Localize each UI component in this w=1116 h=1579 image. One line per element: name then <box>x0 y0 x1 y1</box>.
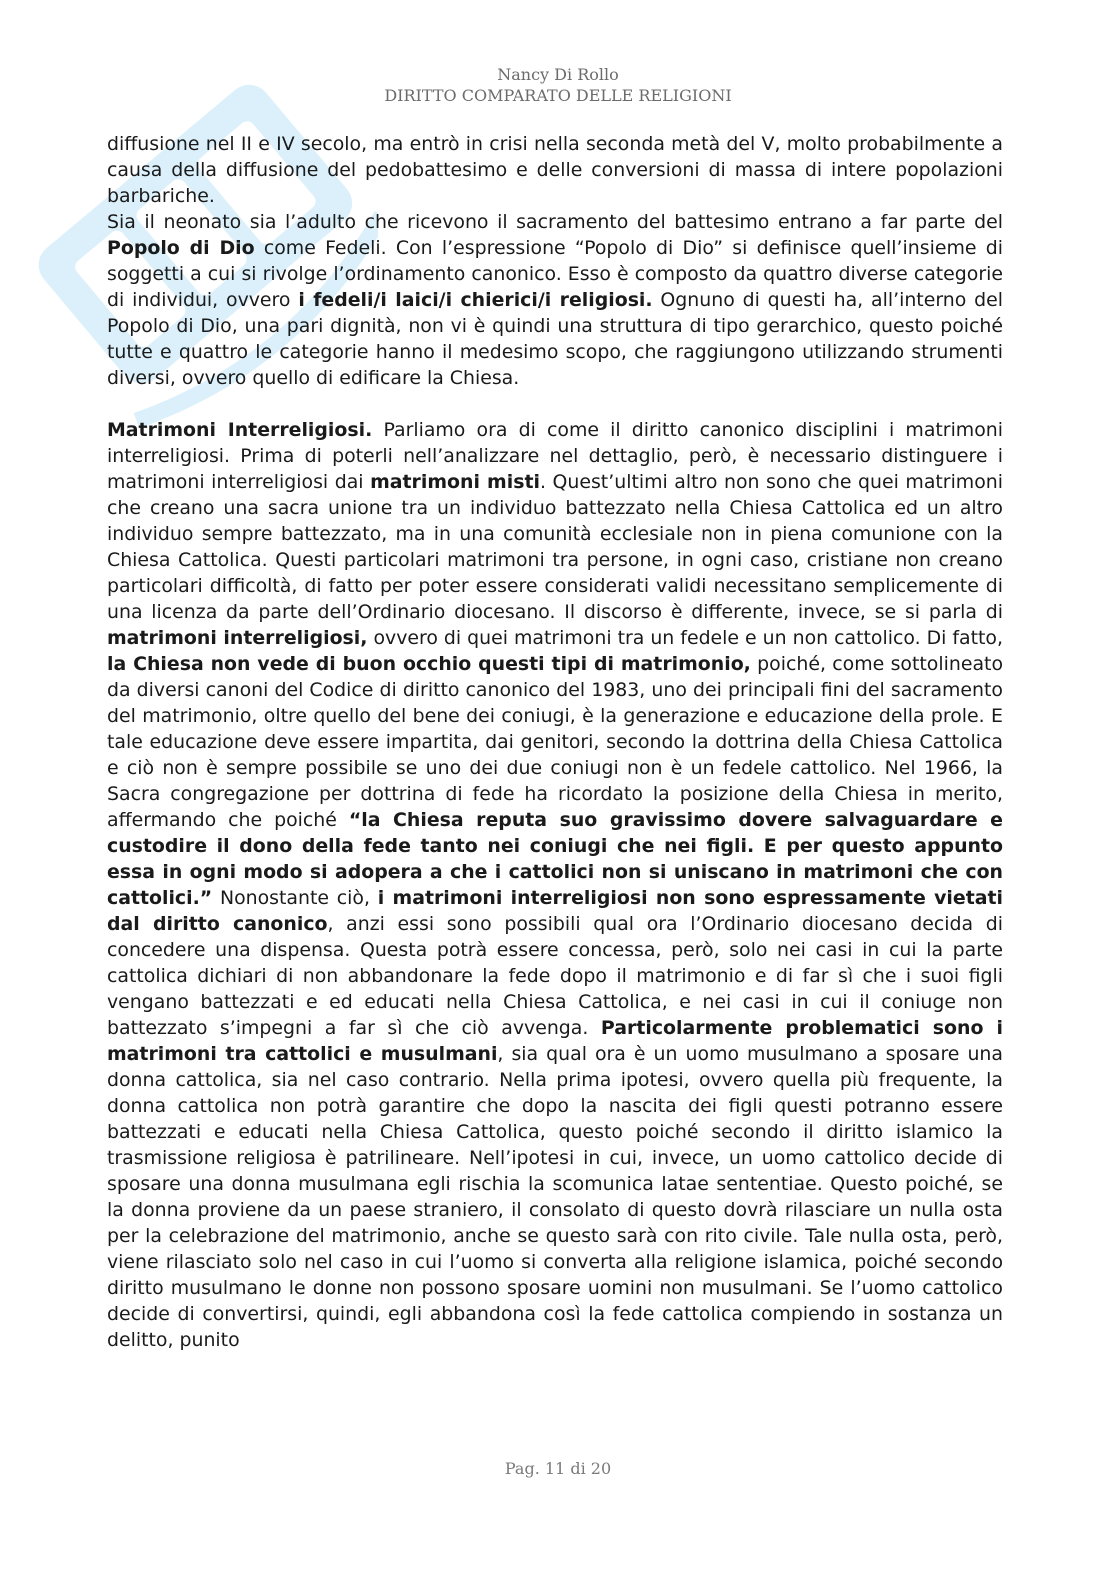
bold-text-run: la Chiesa non vede di buon occhio questi tipi di matrimonio, <box>107 653 751 675</box>
bold-text-run: Particolarmente problematici sono i matrimoni tra cattolici e musulmani <box>107 1017 1004 1065</box>
text-run: ovvero di quei matrimoni tra un fedele e un non cattolico. Di fatto, <box>367 627 1003 649</box>
paragraph <box>107 209 1003 391</box>
bold-text-run: i matrimoni interreligiosi non sono espressamente vietati dal diritto canonico <box>107 887 1003 935</box>
paragraph <box>107 417 1003 1353</box>
text-run: Ognuno di questi ha, all’interno del Popolo di Dio, una pari dignità, non vi è quindi una struttura di tipo gerarchico, questo poiché tutte e quattro le categorie hanno il medesimo scopo, che raggiungono utilizzando strumenti diversi, ovvero quello di edificare la Chiesa. <box>107 289 1003 389</box>
bold-text-run: Popolo di Dio <box>107 237 255 259</box>
paragraph <box>107 131 1003 209</box>
header-course: DIRITTO COMPARATO DELLE RELIGIONI <box>384 86 732 105</box>
page-number: Pag. 11 di 20 <box>504 1459 612 1478</box>
text-run: come Fedeli. Con l’espressione “Popolo di Dio” si definisce quell’insieme di soggetti a cui si rivolge l’ordinamento canonico. Esso è composto da quattro diverse categorie di individui, ovvero <box>107 237 1004 311</box>
page-header <box>0 64 1116 106</box>
text-run: diffusione nel II e IV secolo, ma entrò in crisi nella seconda metà del V, molto probabilmente a causa della diffusione del pedobattesimo e delle conversioni di massa di intere popolazioni barbariche. <box>107 133 1003 207</box>
text-run: Nonostante ciò, <box>212 887 378 909</box>
document-body <box>107 131 1003 1353</box>
bold-text-run: matrimoni misti <box>370 471 540 493</box>
bold-text-run: Matrimoni Interreligiosi. <box>107 419 373 441</box>
text-run: Sia il neonato sia l’adulto che ricevono il sacramento del battesimo entrano a far parte del <box>107 211 1003 233</box>
text-run: Parliamo ora di come il diritto canonico disciplini i matrimoni interreligiosi. Prima di poterli nell’analizzare nel dettaglio, però, è necessario distinguere i matrimoni interreligiosi dai <box>107 419 1003 493</box>
bold-text-run: “la Chiesa reputa suo gravissimo dovere salvaguardare e custodire il dono della fede tanto nei coniugi che nei figli. E per questo appunto essa in ogni modo si adopera a che i cattolici non si uniscano in matrimoni che con cattolici.” <box>107 809 1003 909</box>
text-run: poiché, come sottolineato da diversi canoni del Codice di diritto canonico del 1983, uno dei principali fini del sacramento del matrimonio, oltre quello del bene dei coniugi, è la generazione e educazione della prole. E tale educazione deve essere impartita, dai genitori, secondo la dottrina della Chiesa Cattolica e ciò non è sempre possibile se uno dei due coniugi non è un fedele cattolico. Nel 1966, la Sacra congregazione per dottrina di fede ha ricordato la posizione della Chiesa in merito, affermando che poiché <box>107 653 1003 831</box>
text-run: , anzi essi sono possibili qual ora l’Ordinario diocesano decida di concedere una dispensa. Questa potrà essere concessa, però, solo nei casi in cui la parte cattolica dichiari di non abbandonare la fede dopo il matrimonio e di far sì che i suoi figli vengano battezzati e ed educati nella Chiesa Cattolica, e nei casi in cui il coniuge non battezzato s’impegni a far sì che ciò avvenga. <box>107 913 1003 1039</box>
text-run: . Quest’ultimi altro non sono che quei matrimoni che creano una sacra unione tra un individuo battezzato nella Chiesa Cattolica ed un altro individuo sempre battezzato, ma in una comunità ecclesiale non in piena comunione con la Chiesa Cattolica. Questi particolari matrimoni tra persone, in ogni caso, cristiane non creano particolari difficoltà, di fatto per poter essere considerati validi necessitano semplicemente di una licenza da parte dell’Ordinario diocesano. Il discorso è differente, invece, se si parla di <box>107 471 1003 623</box>
header-author: Nancy Di Rollo <box>497 65 619 84</box>
text-run: , sia qual ora è un uomo musulmano a sposare una donna cattolica, sia nel caso contrario. Nella prima ipotesi, ovvero quella più frequente, la donna cattolica non potrà garantire che dopo la nascita dei figli questi potranno essere battezzati e educati nella Chiesa Cattolica, questo poiché secondo il diritto islamico la trasmissione religiosa è patrilineare. Nell’ipotesi in cui, invece, un uomo cattolico decide di sposare una donna musulmana egli rischia la scomunica latae sententiae. Questo poiché, se la donna proviene da un paese straniero, il consolato di questo dovrà rilasciare un nulla osta per la celebrazione del matrimonio, anche se questo sarà con rito civile. Tale nulla osta, però, viene rilasciato solo nel caso in cui l’uomo si converta alla religione islamica, poiché secondo diritto musulmano le donne non possono sposare uomini non musulmani. Se l’uomo cattolico decide di convertirsi, quindi, egli abbandona così la fede cattolica compiendo in sostanza un delitto, punito <box>107 1043 1003 1351</box>
bold-text-run: i fedeli/i laici/i chierici/i religiosi. <box>298 289 653 311</box>
bold-text-run: matrimoni interreligiosi, <box>107 627 368 649</box>
